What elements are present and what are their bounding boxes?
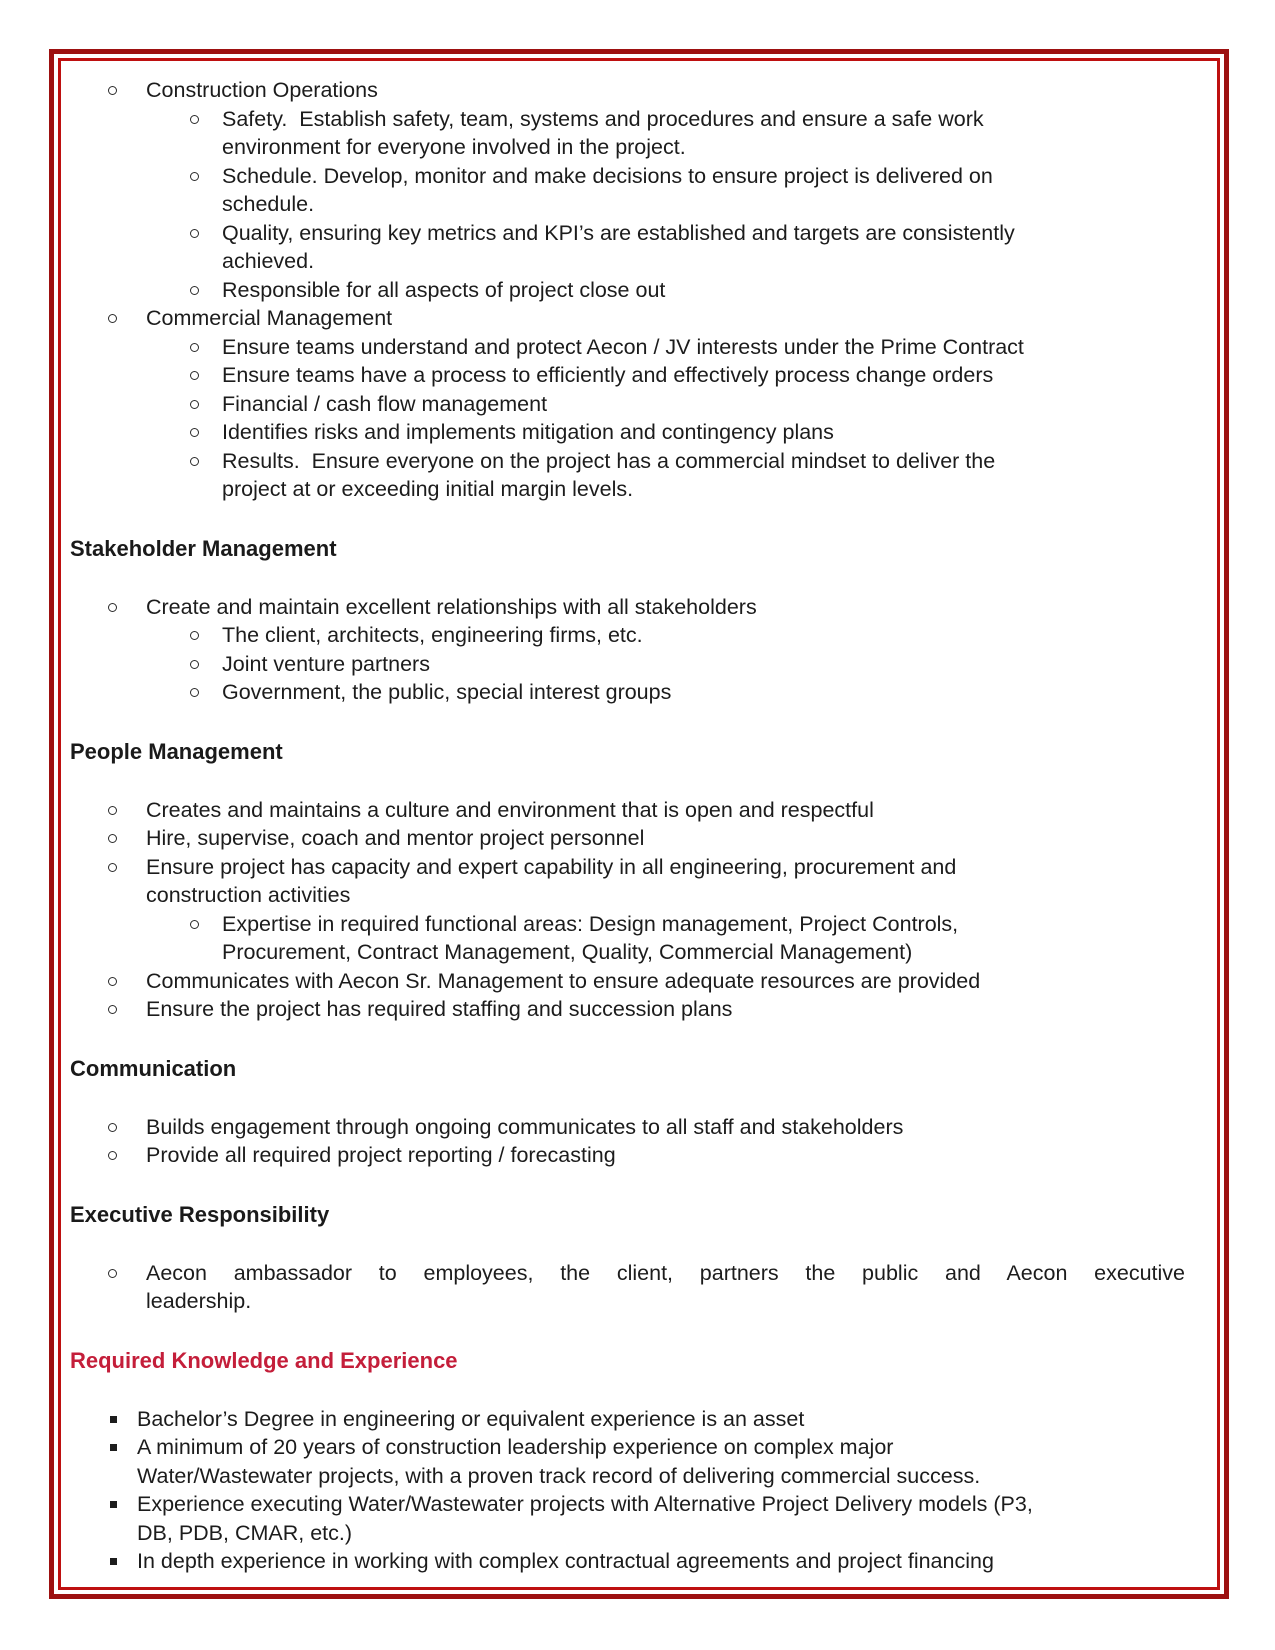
list-item-text — [222, 910, 1185, 967]
list-item-line: Ensure teams understand and protect Aecon / JV interests under the Prime Contract — [222, 334, 1024, 359]
list-item-line: Quality, ensuring key metrics and KPI’s are established and targets are consistently — [222, 220, 1015, 245]
list-item — [70, 910, 1185, 967]
circle-bullet-icon — [108, 834, 117, 843]
list-item-line: Aecon ambassador to employees, the client, partners the public and Aecon executive — [146, 1260, 1185, 1285]
list-item-line: Expertise in required functional areas: Design management, Project Controls, — [222, 911, 959, 936]
list-item-line: Results. Ensure everyone on the project has a commercial mindset to deliver the — [222, 448, 996, 473]
list-item-line: Ensure project has capacity and expert capability in all engineering, procurement and — [146, 854, 957, 879]
bullet-list — [70, 1259, 1185, 1316]
bullet-list — [70, 593, 1185, 707]
list-item-text — [146, 76, 1185, 105]
list-item — [70, 418, 1185, 447]
list-item-text — [222, 390, 1185, 419]
list-item-line: project at or exceeding initial margin levels. — [222, 477, 634, 501]
list-item-line: Water/Wastewater projects, with a proven track record of delivering commercial success. — [137, 1463, 981, 1488]
list-item-text — [146, 593, 1185, 622]
list-item — [70, 678, 1185, 707]
circle-bullet-icon — [108, 603, 117, 612]
list-item — [70, 621, 1185, 650]
circle-bullet-icon — [108, 86, 117, 95]
square-bullet-icon — [110, 1558, 117, 1565]
circle-bullet-icon — [108, 1005, 117, 1014]
list-item-text — [222, 447, 1185, 504]
circle-bullet-icon — [108, 1151, 117, 1160]
list-item-line: Create and maintain excellent relationships with all stakeholders — [146, 594, 757, 619]
circle-bullet-icon — [190, 457, 199, 466]
list-item-line: Experience executing Water/Wastewater projects with Alternative Project Delivery models (P3, — [137, 1492, 1033, 1516]
list-item-line: Responsible for all aspects of project close out — [222, 277, 666, 302]
section-heading: Stakeholder Management — [70, 535, 337, 561]
list-item — [70, 796, 1185, 825]
list-item-line: Identifies risks and implements mitigation and contingency plans — [222, 420, 834, 444]
list-item-text — [222, 621, 1185, 650]
circle-bullet-icon — [190, 688, 199, 697]
circle-bullet-icon — [108, 314, 117, 323]
list-item-line: Builds engagement through ongoing communicates to all staff and stakeholders — [146, 1114, 904, 1139]
list-item — [70, 76, 1185, 105]
list-item-line: construction activities — [146, 883, 351, 907]
list-item-line: Communicates with Aecon Sr. Management to ensure adequate resources are provided — [146, 968, 981, 993]
list-item-text — [222, 162, 1185, 219]
list-item-line: Hire, supervise, coach and mentor project personnel — [146, 826, 645, 850]
circle-bullet-icon — [190, 660, 199, 669]
circle-bullet-icon — [190, 229, 199, 238]
circle-bullet-icon — [108, 863, 117, 872]
bullet-list — [70, 796, 1185, 1024]
list-item-text — [222, 219, 1185, 276]
list-item-text — [146, 304, 1185, 333]
circle-bullet-icon — [190, 400, 199, 409]
list-item-line: Procurement, Contract Management, Quality, Commercial Management) — [222, 940, 913, 964]
list-item-line: The client, architects, engineering firms, etc. — [222, 623, 643, 647]
section-heading: Communication — [70, 1055, 237, 1081]
list-item — [70, 1433, 1185, 1490]
list-item — [70, 361, 1185, 390]
list-item — [70, 333, 1185, 362]
circle-bullet-icon — [190, 920, 199, 929]
list-item-line: schedule. — [222, 192, 315, 216]
circle-bullet-icon — [190, 371, 199, 380]
list-item-line: Schedule. Develop, monitor and make decisions to ensure project is delivered on — [222, 163, 993, 188]
list-item — [70, 967, 1185, 996]
bullet-list — [70, 1405, 1185, 1576]
list-item — [70, 219, 1185, 276]
list-item-text — [146, 853, 1185, 910]
list-item — [70, 162, 1185, 219]
list-item-line: Ensure the project has required staffing and succession plans — [146, 997, 733, 1021]
list-item-line: environment for everyone involved in the project. — [222, 135, 686, 159]
square-bullet-icon — [110, 1416, 117, 1423]
list-item-text — [137, 1547, 1185, 1576]
circle-bullet-icon — [190, 286, 199, 295]
list-item-line: Creates and maintains a culture and environment that is open and respectful — [146, 797, 874, 822]
bullet-list — [70, 76, 1185, 504]
square-bullet-icon — [110, 1444, 117, 1451]
list-item — [70, 853, 1185, 910]
list-item-line: In depth experience in working with complex contractual agreements and project financing — [137, 1549, 994, 1573]
circle-bullet-icon — [190, 631, 199, 640]
list-item-text — [222, 333, 1185, 362]
section-heading: Executive Responsibility — [70, 1201, 330, 1227]
list-item — [70, 304, 1185, 333]
section-heading: Required Knowledge and Experience — [70, 1347, 458, 1373]
list-item-line: achieved. — [222, 249, 315, 273]
list-item-text — [222, 276, 1185, 305]
list-item-text — [137, 1490, 1185, 1547]
list-item-text — [146, 1141, 1185, 1170]
list-item-text — [222, 678, 1185, 707]
list-item-line: Ensure teams have a process to efficiently and effectively process change orders — [222, 363, 994, 387]
list-item-text — [146, 796, 1185, 825]
list-item-text — [222, 361, 1185, 390]
list-item-line: Joint venture partners — [222, 651, 430, 676]
section-heading: People Management — [70, 738, 283, 764]
circle-bullet-icon — [108, 1269, 117, 1278]
list-item — [70, 390, 1185, 419]
circle-bullet-icon — [190, 115, 199, 124]
list-item-line: Construction Operations — [146, 78, 378, 102]
square-bullet-icon — [110, 1501, 117, 1508]
list-item — [70, 1141, 1185, 1170]
list-item — [70, 1547, 1185, 1576]
list-item-line: Financial / cash flow management — [222, 391, 548, 416]
list-item-text — [222, 650, 1185, 679]
list-item-line: Safety. Establish safety, team, systems and procedures and ensure a safe work — [222, 106, 984, 131]
list-item-text — [146, 967, 1185, 996]
circle-bullet-icon — [190, 428, 199, 437]
circle-bullet-icon — [190, 343, 199, 352]
list-item-text — [146, 1113, 1185, 1142]
list-item-text — [146, 1259, 1185, 1316]
list-item-line: Government, the public, special interest groups — [222, 680, 672, 704]
list-item-text — [146, 824, 1185, 853]
list-item — [70, 1113, 1185, 1142]
list-item — [70, 276, 1185, 305]
list-item-text — [222, 105, 1185, 162]
list-item — [70, 593, 1185, 622]
list-item — [70, 105, 1185, 162]
list-item-line: Bachelor’s Degree in engineering or equivalent experience is an asset — [137, 1406, 805, 1431]
list-item — [70, 650, 1185, 679]
list-item — [70, 1490, 1185, 1547]
list-item-text — [222, 418, 1185, 447]
list-item-text — [146, 995, 1185, 1024]
list-item-line: leadership. — [146, 1289, 252, 1313]
circle-bullet-icon — [108, 806, 117, 815]
list-item-line: Provide all required project reporting / forecasting — [146, 1143, 616, 1167]
bullet-list — [70, 1113, 1185, 1170]
list-item — [70, 824, 1185, 853]
document-content — [70, 76, 1185, 1576]
list-item-line: Commercial Management — [146, 306, 393, 330]
circle-bullet-icon — [108, 977, 117, 986]
list-item-text — [137, 1433, 1185, 1490]
list-item-line: DB, PDB, CMAR, etc.) — [137, 1520, 353, 1545]
circle-bullet-icon — [190, 172, 199, 181]
list-item-line: A minimum of 20 years of construction leadership experience on complex major — [137, 1435, 894, 1459]
list-item — [70, 447, 1185, 504]
list-item — [70, 1259, 1185, 1316]
list-item — [70, 1405, 1185, 1434]
list-item-text — [137, 1405, 1185, 1434]
circle-bullet-icon — [108, 1123, 117, 1132]
list-item — [70, 995, 1185, 1024]
